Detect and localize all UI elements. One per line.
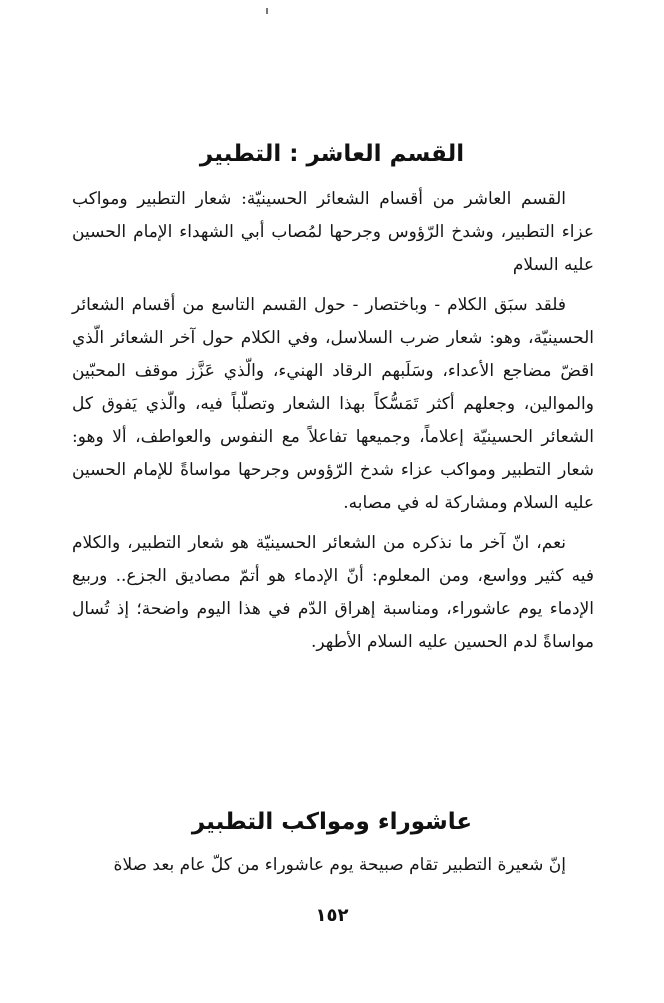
print-speck xyxy=(266,8,268,14)
subsection-body xyxy=(72,849,594,882)
page-number: ١٥٢ xyxy=(315,905,349,926)
subsection-paragraph: إنّ شعيرة التطبير تقام صبيحة يوم عاشوراء من كلّ عام بعد صلاة xyxy=(113,855,566,875)
subsection-title: عاشوراء ومواكب التطبير xyxy=(191,809,473,836)
section-title: القسم العاشر : التطبير xyxy=(199,141,465,168)
paragraph-1: القسم العاشر من أقسام الشعائر الحسينيّة: شعار التطبير ومواكب عزاء التطبير، وشدخ الرّؤوس وجرحها لمُصاب أبي الشهداء الإمام الحسين عليه السلام xyxy=(72,189,594,275)
section-body xyxy=(72,183,594,659)
paragraph-2: فلقد سبَق الكلام - وباختصار - حول القسم التاسع من أقسام الشعائر الحسينيّة، وهو: شعار ضرب السلاسل، وفي الكلام حول آخر الشعائر الّذي اقضّ مضاجع الأعداء، وسَلَبهم الرقاد الهنيء، والّذي عَزَّز موقف المحبّين والموالين، وجعلهم أكثر تَمَسُّكاً بهذا الشعار وتصلّباً فيه، والّذي يَفوق كل الشعائر الحسينيّة إعلاماً، وجميعها تفاعلاً مع النفوس والعواطف، ألا وهو: شعار التطبير ومواكب عزاء شدخ الرّؤوس وجرحها مواساةً للإمام الحسين عليه السلام ومشاركة له في مصابه. xyxy=(72,295,594,513)
paragraph-3: نعم، انّ آخر ما نذكره من الشعائر الحسينيّة هو شعار التطبير، والكلام فيه كثير وواسع، ومن المعلوم: أنّ الإدماء هو أتمّ مصاديق الجزع.. وربيع الإدماء يوم عاشوراء، ومناسبة إهراق الدّم في هذا اليوم واضحة؛ إذ تُسال مواساةً لدم الحسين عليه السلام الأطهر. xyxy=(72,533,594,652)
